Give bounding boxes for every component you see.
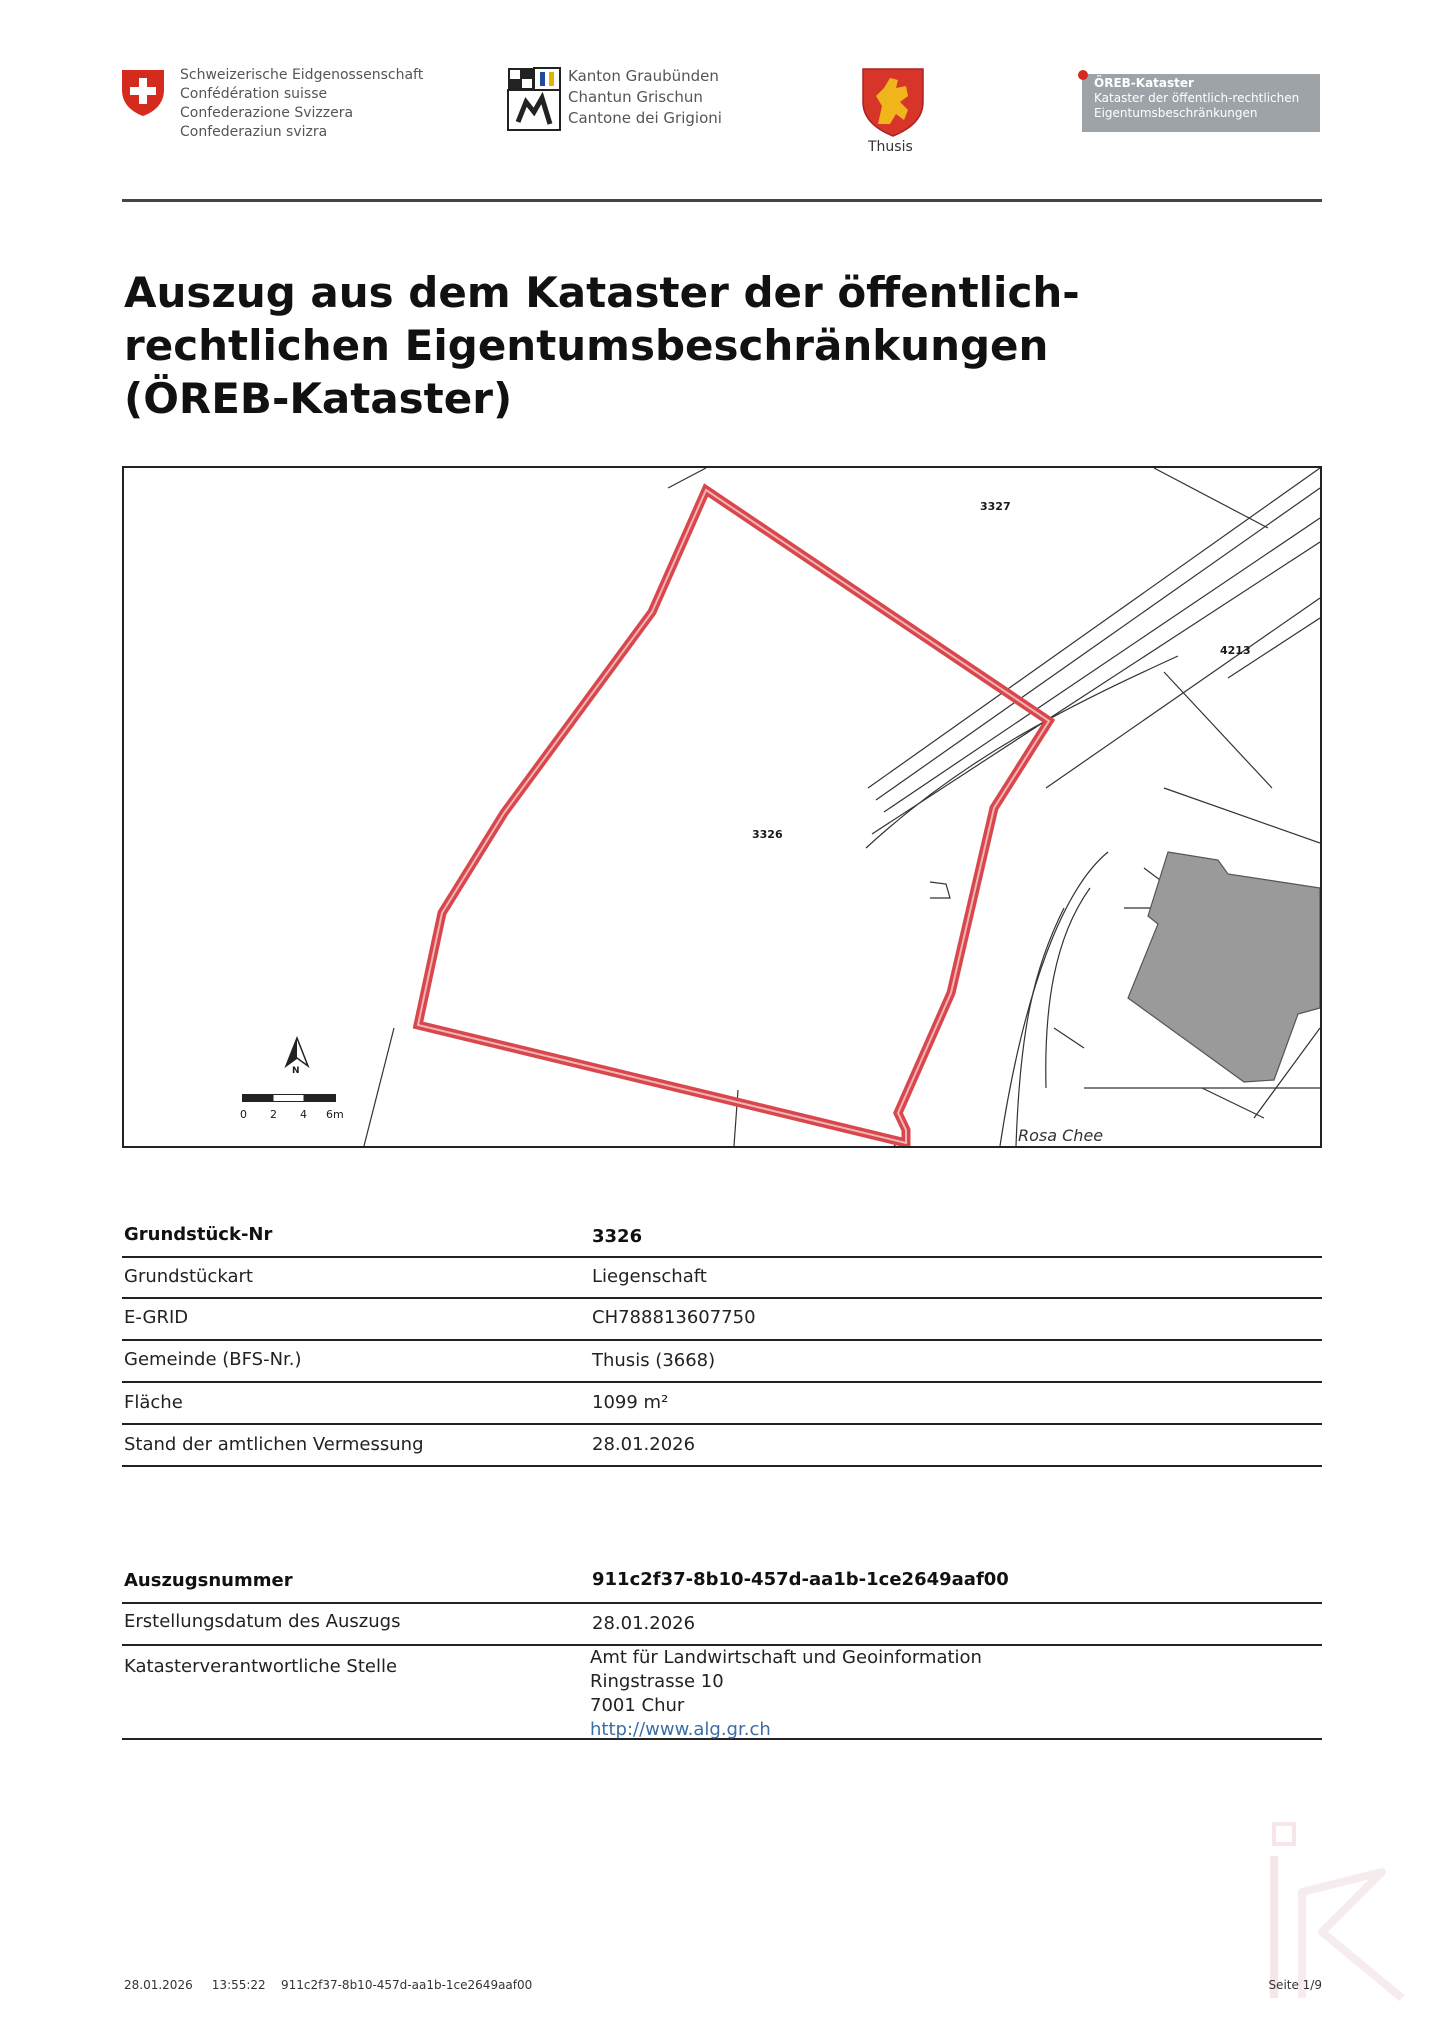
thusis-coat-of-arms-icon [860,66,926,138]
row-label: Gemeinde (BFS-Nr.) [124,1349,302,1370]
extract-table [122,1560,1322,1740]
footer-time: 13:55:22 [211,1978,266,1992]
property-table [122,1214,1322,1467]
parcel-label-north: 3327 [980,500,1011,513]
oereb-dot-icon [1078,70,1088,80]
table-row [122,1341,1322,1383]
scale-bar [242,1094,336,1102]
street-label: Rosa Chee [1018,1126,1104,1145]
parcel-outline [418,490,1049,1143]
row-label: E-GRID [124,1307,189,1328]
scale-tick-0: 0 [240,1108,247,1121]
authority-website-link[interactable]: http://www.alg.gr.ch [590,1719,771,1740]
footer-page-number: Seite 1/9 [1268,1978,1322,1992]
parcel-label-east: 4213 [1220,644,1251,657]
authority-street: Ringstrasse 10 [590,1671,724,1692]
authority-label: Katasterverantwortliche Stelle [124,1656,398,1677]
row-value: 28.01.2026 [592,1434,696,1455]
table-row [122,1646,1322,1740]
extract-date: 28.01.2026 [592,1613,696,1634]
row-value: CH788813607750 [592,1307,756,1328]
header-divider [122,199,1322,202]
table-row [122,1258,1322,1299]
scale-tick-2: 2 [270,1108,277,1121]
municipality-logo [856,66,932,156]
parcel-map [122,466,1322,1148]
authority-address [590,1646,982,1742]
municipality-name: Thusis [868,139,913,155]
canton-name: Kanton Graubünden Chantun Grischun Cantone dei Grigioni [568,67,722,127]
table-row [122,1425,1322,1467]
extract-number: 911c2f37-8b10-457d-aa1b-1ce2649aaf00 [592,1569,1009,1590]
scale-tick-6m: 6m [326,1108,344,1121]
scale-tick-4: 4 [300,1108,307,1121]
row-value: Liegenschaft [592,1266,707,1287]
footer-meta [124,1978,532,1992]
extract-date-label: Erstellungsdatum des Auszugs [124,1611,401,1632]
table-row [122,1604,1322,1646]
row-label: Grundstückart [124,1266,253,1287]
parcel-label-main: 3326 [752,828,783,841]
page-title: Auszug aus dem Kataster der öffentlich- rechtlichen Eigentumsbeschränkungen (ÖREB-Kataster) [124,268,1080,423]
oereb-logo-subtitle-2: Eigentumsbeschränkungen [1094,106,1258,120]
table-row [122,1214,1322,1258]
north-arrow-label: N [292,1066,300,1076]
extract-number-label: Auszugsnummer [124,1570,293,1591]
oereb-logo [1082,70,1322,136]
authority-city: 7001 Chur [590,1695,685,1716]
row-value: Thusis (3668) [592,1350,716,1371]
table-row [122,1383,1322,1425]
row-label: Grundstück-Nr [124,1224,273,1245]
footer-extract-number: 911c2f37-8b10-457d-aa1b-1ce2649aaf00 [280,1978,533,1992]
oereb-logo-subtitle-1: Kataster der öffentlich-rechtlichen [1094,91,1300,105]
row-value: 1099 m² [592,1392,669,1413]
canton-logo [506,66,746,136]
confederation-logo [120,66,440,146]
row-value: 3326 [592,1226,643,1247]
oereb-logo-title: ÖREB-Kataster [1094,76,1194,90]
footer-date: 28.01.2026 [124,1978,193,1992]
graubuenden-coat-of-arms-icon [506,66,562,132]
row-label: Fläche [124,1392,183,1413]
swiss-shield-icon [120,68,166,118]
watermark-logo [1262,1822,1412,2002]
building-shape [1128,852,1320,1082]
table-row [122,1299,1322,1341]
row-label: Stand der amtlichen Vermessung [124,1434,424,1455]
authority-name: Amt für Landwirtschaft und Geoinformation [590,1647,982,1668]
table-row [122,1560,1322,1604]
confederation-name: Schweizerische Eidgenossenschaft Confédération suisse Confederazione Svizzera Confederaziun svizra [180,67,424,140]
